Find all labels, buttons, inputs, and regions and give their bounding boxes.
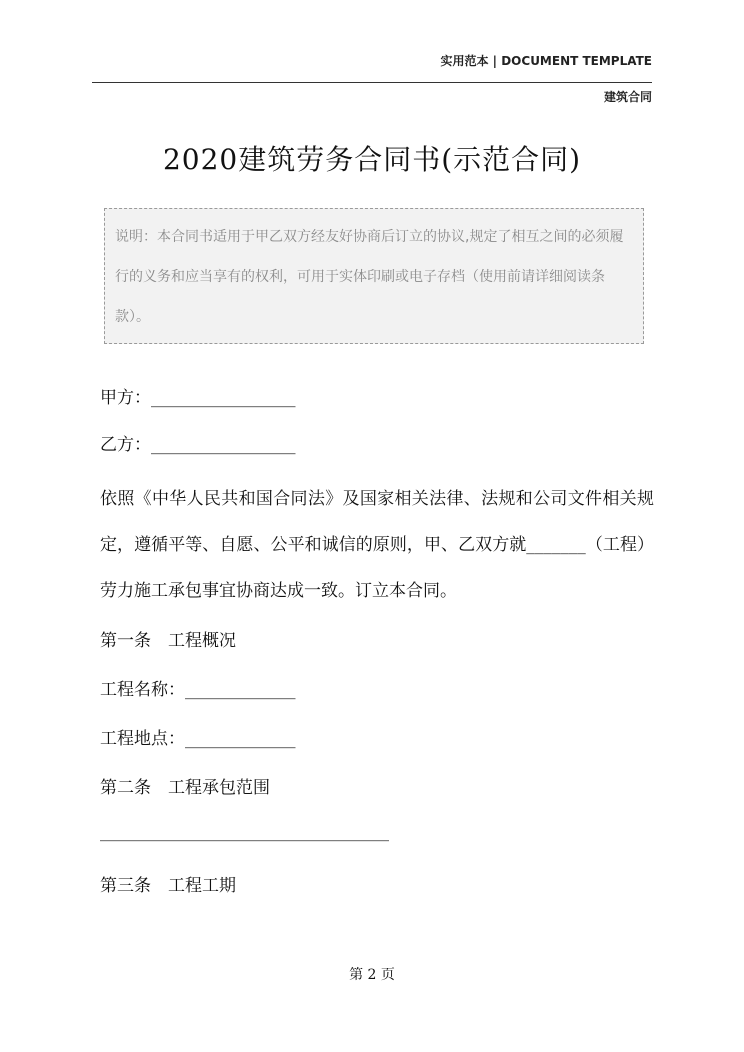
project-location-line: 工程地点：_____________: [100, 729, 296, 749]
document-title: 2020建筑劳务合同书(示范合同): [162, 143, 582, 176]
article-2-heading: 第二条 工程承包范围: [100, 778, 270, 798]
header-divider: [92, 82, 652, 83]
article-1-heading: 第一条 工程概况: [100, 631, 236, 651]
page-number: 第 2 页: [349, 967, 395, 983]
article-3-heading: 第三条 工程工期: [100, 876, 236, 896]
scope-blank-line: __________________________________: [100, 822, 389, 842]
notice-box: 说明：本合同书适用于甲乙双方经友好协商后订立的协议,规定了相互之间的必须履行的义务和应当享有的权利，可用于实体印刷或电子存档（使用前请详细阅读条款）。: [104, 208, 644, 344]
category-label: 建筑合同: [603, 90, 652, 104]
intro-paragraph: 依照《中华人民共和国合同法》及国家相关法律、法规和公司文件相关规定，遵循平等、自愿、公平和诚信的原则，甲、乙双方就_______（工程）劳力施工承包事宜协商达成一致。订立本合同。: [100, 489, 654, 601]
document-template-label: 实用范本 | DOCUMENT TEMPLATE: [440, 54, 652, 68]
party-a-line: 甲方：_________________: [100, 388, 296, 408]
party-b-line: 乙方：_________________: [100, 435, 296, 455]
project-name-line: 工程名称：_____________: [100, 680, 296, 700]
